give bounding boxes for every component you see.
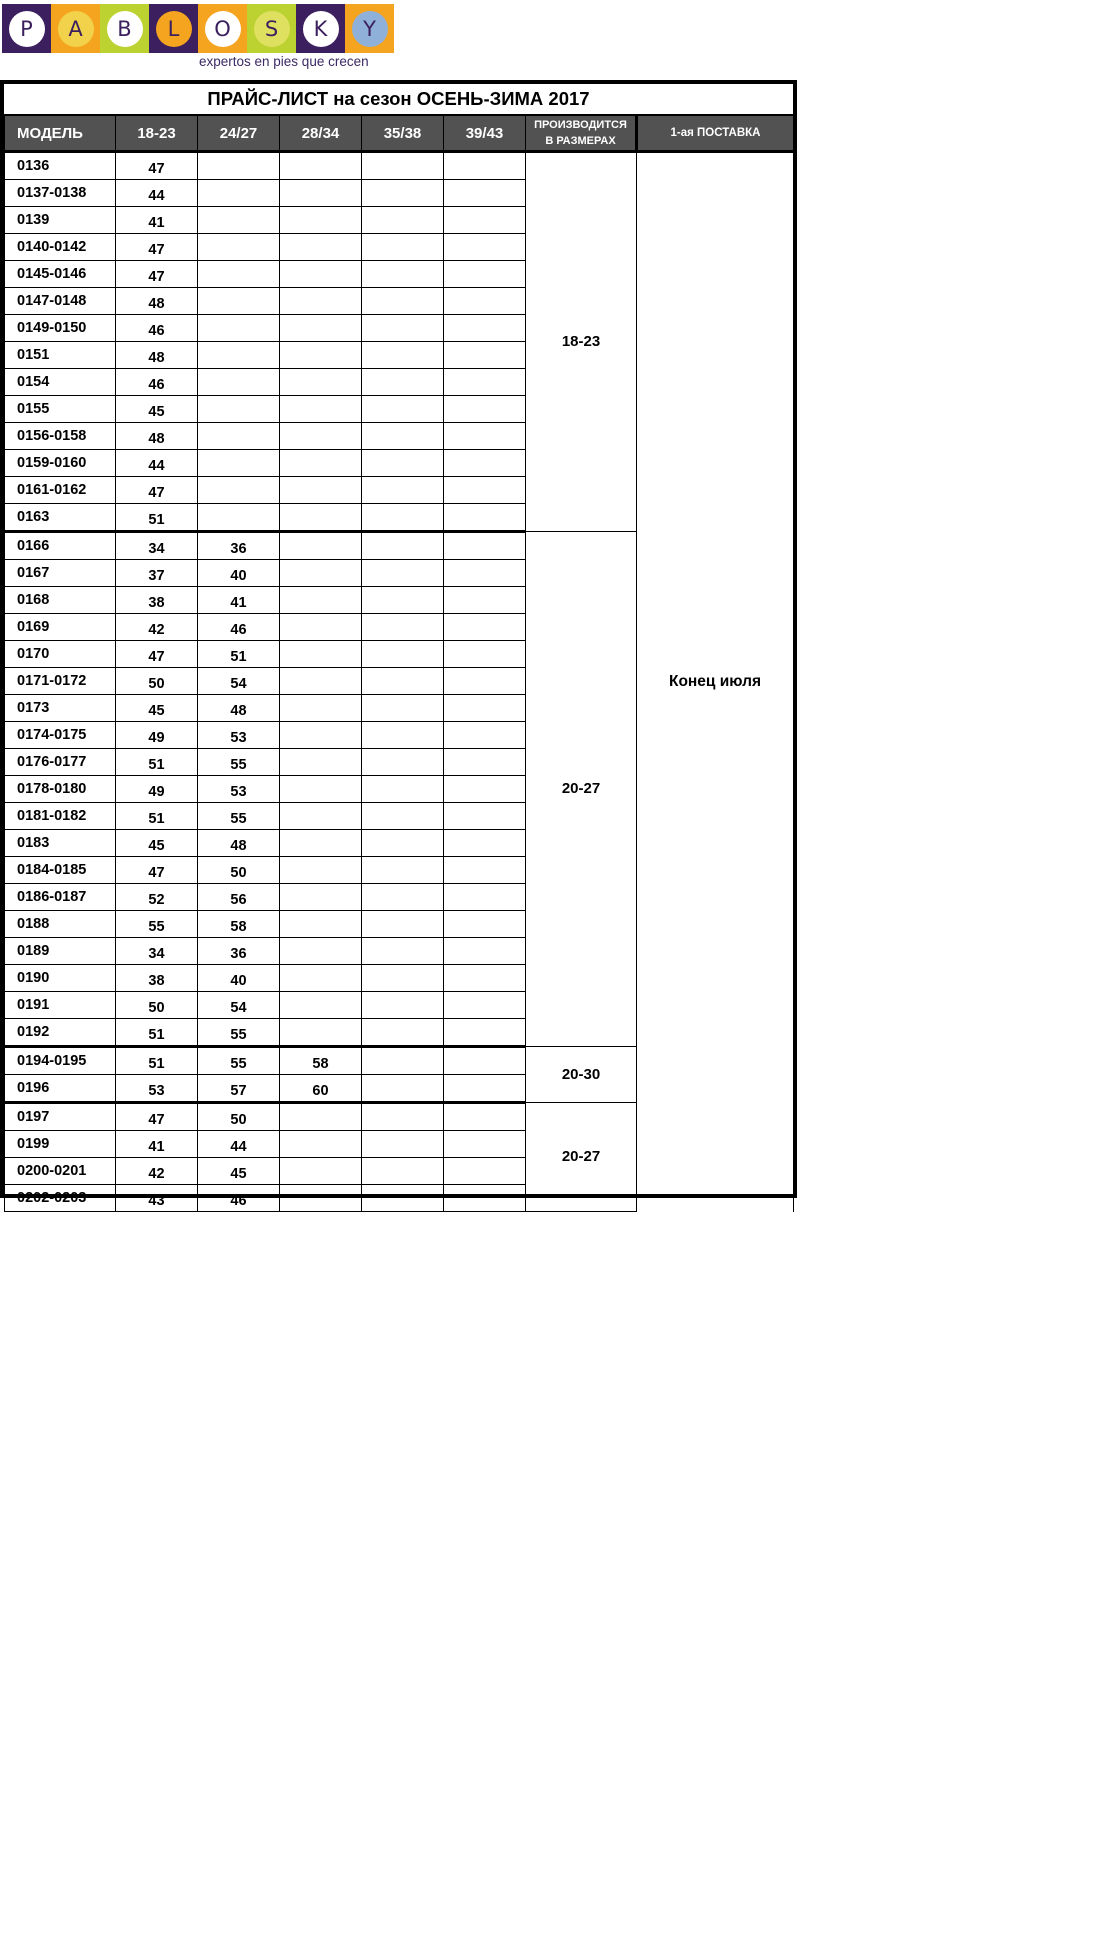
- model-cell: 0169: [5, 614, 116, 641]
- model-cell: 0186-0187: [5, 884, 116, 911]
- model-cell: 0189: [5, 938, 116, 965]
- price-cell-s3: [280, 1158, 362, 1185]
- model-cell: 0149-0150: [5, 315, 116, 342]
- price-cell-s5: [444, 207, 526, 234]
- model-cell: 0191: [5, 992, 116, 1019]
- header-size-24-27: 24/27: [198, 116, 280, 152]
- price-cell-s2: 54: [198, 668, 280, 695]
- model-cell: 0202-0203: [5, 1185, 116, 1212]
- model-cell: 0184-0185: [5, 857, 116, 884]
- price-cell-s4: [362, 830, 444, 857]
- price-cell-s1: 43: [116, 1185, 198, 1212]
- model-cell: 0171-0172: [5, 668, 116, 695]
- model-cell: 0161-0162: [5, 477, 116, 504]
- price-cell-s3: 60: [280, 1075, 362, 1103]
- price-cell-s3: 58: [280, 1047, 362, 1075]
- price-cell-s5: [444, 830, 526, 857]
- price-cell-s5: [444, 1019, 526, 1047]
- price-cell-s5: [444, 288, 526, 315]
- logo-tile: [198, 4, 247, 53]
- price-cell-s2: 57: [198, 1075, 280, 1103]
- model-cell: 0151: [5, 342, 116, 369]
- price-cell-s2: [198, 234, 280, 261]
- price-cell-s2: 48: [198, 830, 280, 857]
- price-cell-s3: [280, 938, 362, 965]
- model-cell: 0137-0138: [5, 180, 116, 207]
- price-cell-s4: [362, 776, 444, 803]
- price-cell-s3: [280, 1103, 362, 1131]
- price-cell-s1: 45: [116, 396, 198, 423]
- price-cell-s2: 50: [198, 1103, 280, 1131]
- model-cell: 0196: [5, 1075, 116, 1103]
- made-in-sizes-cell: 20-30: [526, 1047, 637, 1103]
- price-cell-s4: [362, 911, 444, 938]
- price-cell-s1: 47: [116, 152, 198, 180]
- model-cell: 0168: [5, 587, 116, 614]
- price-cell-s4: [362, 261, 444, 288]
- price-cell-s1: 44: [116, 180, 198, 207]
- price-cell-s5: [444, 315, 526, 342]
- price-cell-s2: [198, 315, 280, 342]
- model-cell: 0156-0158: [5, 423, 116, 450]
- model-cell: 0183: [5, 830, 116, 857]
- header-made-line-1: ПРОИЗВОДИТСЯ: [534, 119, 627, 131]
- price-cell-s3: [280, 1185, 362, 1212]
- price-cell-s3: [280, 560, 362, 587]
- price-cell-s5: [444, 911, 526, 938]
- price-cell-s1: 49: [116, 722, 198, 749]
- price-cell-s3: [280, 695, 362, 722]
- price-list-sheet: [0, 80, 797, 1209]
- price-cell-s1: 52: [116, 884, 198, 911]
- header-row: [5, 116, 794, 152]
- logo-tile: [247, 4, 296, 53]
- price-cell-s3: [280, 830, 362, 857]
- price-cell-s2: [198, 504, 280, 532]
- logo-tile: [100, 4, 149, 53]
- price-cell-s1: 46: [116, 369, 198, 396]
- price-cell-s2: 55: [198, 749, 280, 776]
- logo-letter: O: [205, 11, 241, 47]
- price-cell-s4: [362, 1019, 444, 1047]
- model-cell: 0176-0177: [5, 749, 116, 776]
- price-cell-s4: [362, 587, 444, 614]
- price-cell-s1: 53: [116, 1075, 198, 1103]
- price-cell-s2: 55: [198, 803, 280, 830]
- price-cell-s5: [444, 423, 526, 450]
- price-cell-s1: 41: [116, 1131, 198, 1158]
- price-cell-s5: [444, 641, 526, 668]
- price-cell-s5: [444, 965, 526, 992]
- model-cell: 0197: [5, 1103, 116, 1131]
- price-cell-s2: [198, 261, 280, 288]
- price-cell-s2: 58: [198, 911, 280, 938]
- price-cell-s2: [198, 342, 280, 369]
- price-cell-s4: [362, 641, 444, 668]
- price-cell-s1: 46: [116, 315, 198, 342]
- price-cell-s5: [444, 695, 526, 722]
- logo-letter: A: [58, 11, 94, 47]
- price-cell-s2: [198, 423, 280, 450]
- model-cell: 0159-0160: [5, 450, 116, 477]
- header-first-delivery: 1-ая ПОСТАВКА: [637, 116, 794, 152]
- price-cell-s1: 55: [116, 911, 198, 938]
- price-cell-s3: [280, 614, 362, 641]
- price-cell-s4: [362, 207, 444, 234]
- price-cell-s2: 55: [198, 1019, 280, 1047]
- price-cell-s2: [198, 288, 280, 315]
- price-cell-s1: 45: [116, 695, 198, 722]
- price-cell-s4: [362, 965, 444, 992]
- logo-tile: [296, 4, 345, 53]
- brand-slogan: expertos en pies que crecen: [199, 54, 369, 69]
- price-cell-s2: 54: [198, 992, 280, 1019]
- price-cell-s3: [280, 722, 362, 749]
- price-cell-s4: [362, 803, 444, 830]
- price-cell-s4: [362, 180, 444, 207]
- price-cell-s3: [280, 207, 362, 234]
- price-cell-s5: [444, 1103, 526, 1131]
- price-cell-s5: [444, 668, 526, 695]
- price-cell-s4: [362, 1075, 444, 1103]
- price-cell-s1: 51: [116, 1047, 198, 1075]
- made-in-sizes-cell: 20-27: [526, 532, 637, 1047]
- price-cell-s3: [280, 532, 362, 560]
- price-cell-s5: [444, 614, 526, 641]
- price-cell-s1: 48: [116, 423, 198, 450]
- price-cell-s4: [362, 396, 444, 423]
- price-cell-s4: [362, 288, 444, 315]
- price-cell-s1: 47: [116, 1103, 198, 1131]
- price-cell-s4: [362, 369, 444, 396]
- model-cell: 0181-0182: [5, 803, 116, 830]
- price-cell-s2: 55: [198, 1047, 280, 1075]
- price-cell-s1: 50: [116, 992, 198, 1019]
- price-cell-s4: [362, 532, 444, 560]
- price-cell-s4: [362, 504, 444, 532]
- price-cell-s1: 51: [116, 803, 198, 830]
- price-cell-s4: [362, 342, 444, 369]
- price-cell-s5: [444, 396, 526, 423]
- price-cell-s2: 41: [198, 587, 280, 614]
- price-cell-s1: 51: [116, 749, 198, 776]
- price-cell-s1: 48: [116, 288, 198, 315]
- price-cell-s4: [362, 695, 444, 722]
- price-cell-s4: [362, 234, 444, 261]
- model-cell: 0163: [5, 504, 116, 532]
- price-cell-s1: 47: [116, 234, 198, 261]
- price-cell-s5: [444, 857, 526, 884]
- price-cell-s2: 51: [198, 641, 280, 668]
- price-cell-s5: [444, 1158, 526, 1185]
- price-cell-s5: [444, 776, 526, 803]
- price-cell-s1: 47: [116, 857, 198, 884]
- price-cell-s3: [280, 776, 362, 803]
- logo-tiles: [2, 4, 394, 53]
- price-list-title: ПРАЙС-ЛИСТ на сезон ОСЕНЬ-ЗИМА 2017: [4, 84, 793, 116]
- model-cell: 0174-0175: [5, 722, 116, 749]
- price-cell-s5: [444, 1185, 526, 1212]
- price-cell-s2: 53: [198, 776, 280, 803]
- price-cell-s5: [444, 749, 526, 776]
- price-cell-s3: [280, 641, 362, 668]
- price-cell-s4: [362, 1047, 444, 1075]
- price-cell-s2: 46: [198, 1185, 280, 1212]
- logo-letter: S: [254, 11, 290, 47]
- price-cell-s5: [444, 504, 526, 532]
- brand-logo: [2, 4, 394, 70]
- model-cell: 0190: [5, 965, 116, 992]
- price-cell-s4: [362, 884, 444, 911]
- price-cell-s2: 56: [198, 884, 280, 911]
- price-table-body: [5, 152, 794, 1212]
- logo-tile: [149, 4, 198, 53]
- price-cell-s5: [444, 1075, 526, 1103]
- price-cell-s3: [280, 261, 362, 288]
- price-cell-s5: [444, 884, 526, 911]
- price-cell-s5: [444, 477, 526, 504]
- price-cell-s3: [280, 857, 362, 884]
- price-cell-s5: [444, 450, 526, 477]
- model-cell: 0178-0180: [5, 776, 116, 803]
- price-cell-s1: 51: [116, 1019, 198, 1047]
- price-cell-s5: [444, 180, 526, 207]
- price-cell-s3: [280, 288, 362, 315]
- logo-letter: P: [9, 11, 45, 47]
- price-cell-s3: [280, 423, 362, 450]
- price-cell-s1: 41: [116, 207, 198, 234]
- price-cell-s4: [362, 722, 444, 749]
- price-cell-s4: [362, 560, 444, 587]
- price-cell-s5: [444, 1047, 526, 1075]
- price-cell-s2: 36: [198, 938, 280, 965]
- price-cell-s1: 42: [116, 614, 198, 641]
- price-cell-s5: [444, 234, 526, 261]
- price-cell-s1: 48: [116, 342, 198, 369]
- price-cell-s1: 45: [116, 830, 198, 857]
- model-cell: 0199: [5, 1131, 116, 1158]
- price-cell-s4: [362, 668, 444, 695]
- header-size-28-34: 28/34: [280, 116, 362, 152]
- price-cell-s2: [198, 369, 280, 396]
- price-cell-s2: [198, 207, 280, 234]
- model-cell: 0166: [5, 532, 116, 560]
- price-cell-s1: 37: [116, 560, 198, 587]
- price-cell-s5: [444, 1131, 526, 1158]
- price-cell-s5: [444, 152, 526, 180]
- price-cell-s4: [362, 423, 444, 450]
- price-cell-s4: [362, 938, 444, 965]
- logo-letter: L: [156, 11, 192, 47]
- price-cell-s5: [444, 587, 526, 614]
- price-cell-s2: 45: [198, 1158, 280, 1185]
- price-cell-s4: [362, 1103, 444, 1131]
- price-cell-s4: [362, 152, 444, 180]
- price-cell-s3: [280, 396, 362, 423]
- price-table: [4, 116, 794, 1212]
- price-cell-s1: 49: [116, 776, 198, 803]
- price-cell-s3: [280, 911, 362, 938]
- logo-letter: K: [303, 11, 339, 47]
- price-cell-s5: [444, 992, 526, 1019]
- price-cell-s3: [280, 803, 362, 830]
- price-cell-s1: 34: [116, 938, 198, 965]
- price-cell-s1: 50: [116, 668, 198, 695]
- price-cell-s1: 51: [116, 504, 198, 532]
- price-cell-s1: 47: [116, 641, 198, 668]
- price-cell-s5: [444, 342, 526, 369]
- price-cell-s2: 48: [198, 695, 280, 722]
- price-cell-s3: [280, 342, 362, 369]
- price-cell-s2: 46: [198, 614, 280, 641]
- price-cell-s3: [280, 477, 362, 504]
- model-cell: 0167: [5, 560, 116, 587]
- price-cell-s4: [362, 1185, 444, 1212]
- price-cell-s2: 40: [198, 560, 280, 587]
- price-cell-s5: [444, 938, 526, 965]
- price-cell-s3: [280, 369, 362, 396]
- price-cell-s1: 42: [116, 1158, 198, 1185]
- model-cell: 0192: [5, 1019, 116, 1047]
- price-cell-s2: 36: [198, 532, 280, 560]
- price-cell-s3: [280, 152, 362, 180]
- price-cell-s4: [362, 614, 444, 641]
- header-made-line-2: В РАЗМЕРАХ: [545, 135, 616, 147]
- model-cell: 0170: [5, 641, 116, 668]
- model-cell: 0139: [5, 207, 116, 234]
- model-cell: 0194-0195: [5, 1047, 116, 1075]
- price-cell-s3: [280, 587, 362, 614]
- price-cell-s5: [444, 261, 526, 288]
- price-cell-s3: [280, 504, 362, 532]
- price-cell-s2: [198, 450, 280, 477]
- made-in-sizes-cell: 18-23: [526, 152, 637, 532]
- price-cell-s5: [444, 722, 526, 749]
- model-cell: 0154: [5, 369, 116, 396]
- header-model: МОДЕЛЬ: [5, 116, 116, 152]
- price-cell-s3: [280, 668, 362, 695]
- header-size-39-43: 39/43: [444, 116, 526, 152]
- price-cell-s1: 47: [116, 477, 198, 504]
- price-cell-s3: [280, 992, 362, 1019]
- price-cell-s3: [280, 1019, 362, 1047]
- price-cell-s1: 47: [116, 261, 198, 288]
- price-cell-s4: [362, 857, 444, 884]
- model-cell: 0147-0148: [5, 288, 116, 315]
- header-size-35-38: 35/38: [362, 116, 444, 152]
- logo-tile: [2, 4, 51, 53]
- model-cell: 0136: [5, 152, 116, 180]
- logo-tile: [51, 4, 100, 53]
- price-cell-s2: 53: [198, 722, 280, 749]
- price-cell-s2: [198, 396, 280, 423]
- price-cell-s2: [198, 180, 280, 207]
- price-cell-s4: [362, 315, 444, 342]
- price-cell-s3: [280, 234, 362, 261]
- price-cell-s5: [444, 560, 526, 587]
- price-cell-s5: [444, 803, 526, 830]
- price-cell-s3: [280, 315, 362, 342]
- header-made-in-sizes: [526, 116, 637, 152]
- price-cell-s5: [444, 369, 526, 396]
- price-cell-s4: [362, 1158, 444, 1185]
- price-cell-s1: 38: [116, 587, 198, 614]
- model-cell: 0200-0201: [5, 1158, 116, 1185]
- price-cell-s2: 44: [198, 1131, 280, 1158]
- price-cell-s2: 50: [198, 857, 280, 884]
- price-cell-s2: [198, 152, 280, 180]
- price-cell-s3: [280, 450, 362, 477]
- price-cell-s2: [198, 477, 280, 504]
- price-cell-s1: 34: [116, 532, 198, 560]
- model-cell: 0155: [5, 396, 116, 423]
- table-row: [5, 152, 794, 180]
- header-size-18-23: 18-23: [116, 116, 198, 152]
- price-cell-s4: [362, 1131, 444, 1158]
- price-cell-s4: [362, 992, 444, 1019]
- price-cell-s4: [362, 477, 444, 504]
- logo-tile: [345, 4, 394, 53]
- price-cell-s1: 44: [116, 450, 198, 477]
- model-cell: 0140-0142: [5, 234, 116, 261]
- price-cell-s3: [280, 884, 362, 911]
- model-cell: 0145-0146: [5, 261, 116, 288]
- made-in-sizes-cell: 20-27: [526, 1103, 637, 1212]
- model-cell: 0188: [5, 911, 116, 938]
- price-cell-s3: [280, 749, 362, 776]
- price-cell-s4: [362, 749, 444, 776]
- model-cell: 0173: [5, 695, 116, 722]
- price-cell-s3: [280, 180, 362, 207]
- first-delivery-cell: Конец июля: [637, 152, 794, 1212]
- price-cell-s4: [362, 450, 444, 477]
- price-cell-s2: 40: [198, 965, 280, 992]
- price-cell-s5: [444, 532, 526, 560]
- price-cell-s3: [280, 1131, 362, 1158]
- price-cell-s1: 38: [116, 965, 198, 992]
- logo-letter: B: [107, 11, 143, 47]
- price-cell-s3: [280, 965, 362, 992]
- logo-letter: Y: [352, 11, 388, 47]
